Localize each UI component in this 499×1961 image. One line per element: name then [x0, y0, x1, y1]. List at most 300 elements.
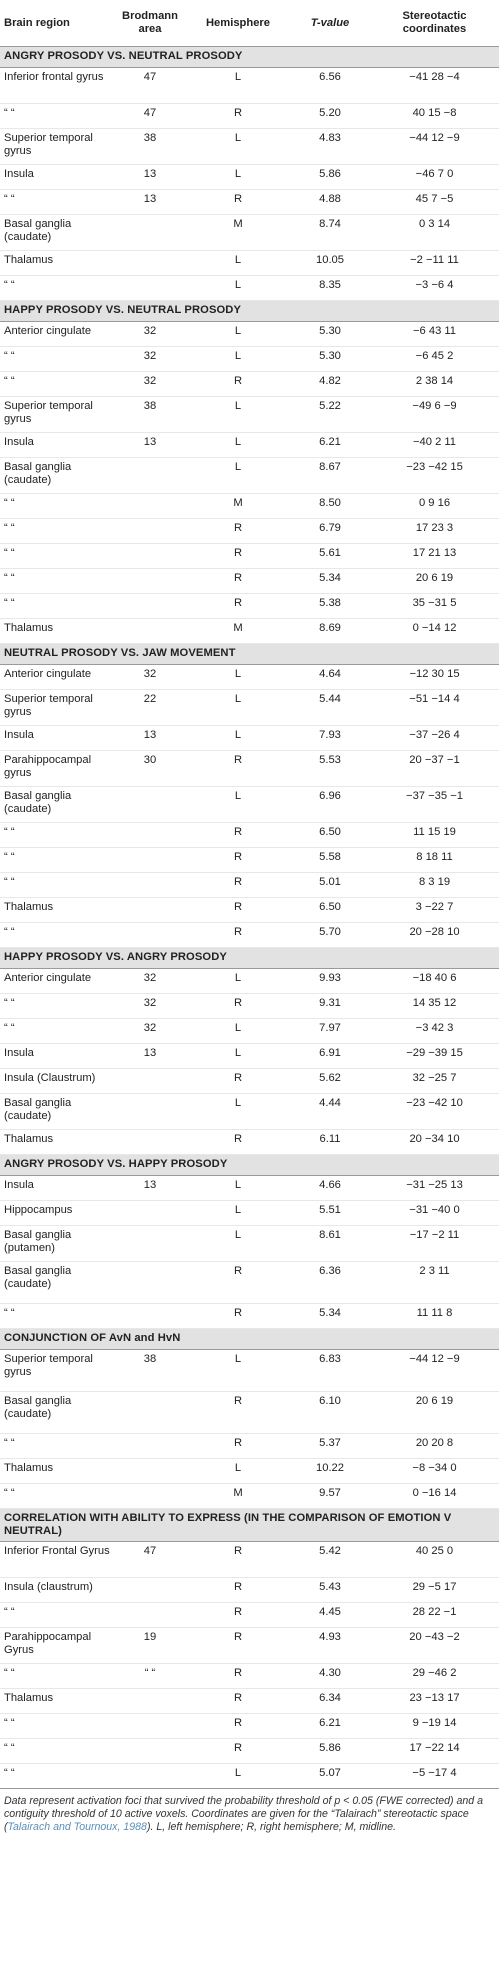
cell-t-value: 6.10: [290, 1392, 370, 1434]
cell-hemisphere: R: [186, 372, 290, 397]
cell-brain-region: “ “: [0, 372, 114, 397]
cell-brodmann-area: [114, 1304, 186, 1329]
cell-brain-region: “ “: [0, 544, 114, 569]
cell-hemisphere: R: [186, 1689, 290, 1714]
cell-brodmann-area: [114, 1739, 186, 1764]
cell-brain-region: “ “: [0, 347, 114, 372]
cell-hemisphere: R: [186, 1603, 290, 1628]
cell-brain-region: “ “: [0, 494, 114, 519]
cell-hemisphere: R: [186, 994, 290, 1019]
cell-brain-region: Hippocampus: [0, 1201, 114, 1226]
cell-hemisphere: M: [186, 494, 290, 519]
cell-t-value: 4.45: [290, 1603, 370, 1628]
cell-brodmann-area: [114, 458, 186, 494]
cell-hemisphere: R: [186, 1434, 290, 1459]
cell-brain-region: Thalamus: [0, 251, 114, 276]
cell-brodmann-area: [114, 215, 186, 251]
cell-hemisphere: R: [186, 823, 290, 848]
cell-coordinates: −2 −11 11: [370, 251, 499, 276]
cell-t-value: 8.35: [290, 276, 370, 301]
cell-coordinates: −3 −6 4: [370, 276, 499, 301]
cell-hemisphere: L: [186, 1350, 290, 1392]
cell-hemisphere: R: [186, 923, 290, 948]
cell-coordinates: −40 2 11: [370, 433, 499, 458]
cell-hemisphere: R: [186, 1714, 290, 1739]
table-row: [0, 690, 499, 726]
cell-t-value: 6.56: [290, 68, 370, 104]
cell-t-value: 5.86: [290, 1739, 370, 1764]
cell-t-value: 5.51: [290, 1201, 370, 1226]
cell-brain-region: Thalamus: [0, 1689, 114, 1714]
table-row: [0, 276, 499, 301]
cell-brodmann-area: [114, 1578, 186, 1603]
table-row: [0, 1484, 499, 1509]
cell-brain-region: Insula (Claustrum): [0, 1069, 114, 1094]
cell-t-value: 8.50: [290, 494, 370, 519]
cell-brodmann-area: [114, 251, 186, 276]
cell-coordinates: −37 −35 −1: [370, 787, 499, 823]
table-row: [0, 1094, 499, 1130]
table-row: [0, 215, 499, 251]
table-row: [0, 1130, 499, 1155]
cell-brain-region: “ “: [0, 104, 114, 129]
cell-t-value: 6.21: [290, 1714, 370, 1739]
cell-hemisphere: L: [186, 690, 290, 726]
table-row: [0, 1226, 499, 1262]
table-row: [0, 1176, 499, 1201]
cell-brain-region: Anterior cingulate: [0, 969, 114, 994]
cell-brodmann-area: [114, 1392, 186, 1434]
cell-brain-region: “ “: [0, 594, 114, 619]
cell-coordinates: 14 35 12: [370, 994, 499, 1019]
cell-t-value: 5.58: [290, 848, 370, 873]
cell-brain-region: Insula: [0, 726, 114, 751]
cell-brain-region: Thalamus: [0, 898, 114, 923]
header-hemisphere: Hemisphere: [186, 0, 290, 47]
cell-t-value: 9.31: [290, 994, 370, 1019]
cell-brain-region: “ “: [0, 1664, 114, 1689]
table-row: [0, 787, 499, 823]
cell-hemisphere: R: [186, 1542, 290, 1578]
cell-brain-region: Inferior frontal gyrus: [0, 68, 114, 104]
cell-hemisphere: R: [186, 1130, 290, 1155]
cell-brodmann-area: [114, 569, 186, 594]
table-row: [0, 1044, 499, 1069]
cell-hemisphere: R: [186, 519, 290, 544]
cell-brain-region: “ “: [0, 1714, 114, 1739]
cell-t-value: 4.83: [290, 129, 370, 165]
cell-t-value: 4.44: [290, 1094, 370, 1130]
cell-coordinates: 29 −46 2: [370, 1664, 499, 1689]
table-row: [0, 458, 499, 494]
cell-brain-region: Insula: [0, 1044, 114, 1069]
cell-brodmann-area: [114, 1201, 186, 1226]
cell-t-value: 5.70: [290, 923, 370, 948]
section-title: NEUTRAL PROSODY VS. JAW MOVEMENT: [0, 644, 499, 665]
table-row: [0, 1739, 499, 1764]
cell-t-value: 7.93: [290, 726, 370, 751]
cell-brodmann-area: [114, 1689, 186, 1714]
cell-coordinates: −44 12 −9: [370, 1350, 499, 1392]
cell-coordinates: 20 −28 10: [370, 923, 499, 948]
cell-brain-region: “ “: [0, 519, 114, 544]
cell-brain-region: Basal ganglia (putamen): [0, 1226, 114, 1262]
cell-brodmann-area: [114, 898, 186, 923]
cell-coordinates: −37 −26 4: [370, 726, 499, 751]
cell-t-value: 9.57: [290, 1484, 370, 1509]
cell-t-value: 6.11: [290, 1130, 370, 1155]
cell-t-value: 6.91: [290, 1044, 370, 1069]
cell-brain-region: “ “: [0, 1603, 114, 1628]
cell-t-value: 7.97: [290, 1019, 370, 1044]
cell-t-value: 5.42: [290, 1542, 370, 1578]
cell-coordinates: −8 −34 0: [370, 1459, 499, 1484]
cell-t-value: 5.20: [290, 104, 370, 129]
footnote-text-end: ). L, left hemisphere; R, right hemisphere; M, midline.: [146, 1821, 396, 1833]
cell-t-value: 5.37: [290, 1434, 370, 1459]
cell-hemisphere: L: [186, 1201, 290, 1226]
table-row: [0, 665, 499, 690]
cell-coordinates: 20 20 8: [370, 1434, 499, 1459]
cell-brodmann-area: [114, 873, 186, 898]
table-body: [0, 47, 499, 1789]
cell-brain-region: Insula: [0, 1176, 114, 1201]
cell-t-value: 5.61: [290, 544, 370, 569]
table-row: [0, 1578, 499, 1603]
cell-coordinates: −3 42 3: [370, 1019, 499, 1044]
cell-coordinates: −18 40 6: [370, 969, 499, 994]
cell-brodmann-area: [114, 1459, 186, 1484]
table-row: [0, 1542, 499, 1578]
cell-coordinates: −17 −2 11: [370, 1226, 499, 1262]
cell-t-value: 6.50: [290, 898, 370, 923]
cell-coordinates: −31 −25 13: [370, 1176, 499, 1201]
table-row: [0, 433, 499, 458]
cell-t-value: 5.34: [290, 569, 370, 594]
cell-brain-region: Superior temporal gyrus: [0, 1350, 114, 1392]
table-row: [0, 494, 499, 519]
cell-brain-region: Anterior cingulate: [0, 665, 114, 690]
footnote-citation-link[interactable]: Talairach and Tournoux, 1988: [7, 1821, 147, 1833]
cell-hemisphere: R: [186, 898, 290, 923]
cell-brain-region: Thalamus: [0, 619, 114, 644]
section-header-row: [0, 644, 499, 665]
cell-coordinates: 29 −5 17: [370, 1578, 499, 1603]
cell-t-value: 6.34: [290, 1689, 370, 1714]
cell-t-value: 6.50: [290, 823, 370, 848]
cell-t-value: 6.36: [290, 1262, 370, 1304]
cell-hemisphere: R: [186, 190, 290, 215]
header-stereotactic-coordinates: Stereotactic coordinates: [370, 0, 499, 47]
cell-coordinates: 28 22 −1: [370, 1603, 499, 1628]
cell-hemisphere: R: [186, 873, 290, 898]
cell-brain-region: Basal ganglia (caudate): [0, 215, 114, 251]
table-row: [0, 969, 499, 994]
table-row: [0, 923, 499, 948]
cell-brodmann-area: [114, 276, 186, 301]
cell-brain-region: “ “: [0, 190, 114, 215]
table-row: [0, 569, 499, 594]
cell-hemisphere: R: [186, 1262, 290, 1304]
cell-coordinates: −51 −14 4: [370, 690, 499, 726]
cell-coordinates: −29 −39 15: [370, 1044, 499, 1069]
table-row: [0, 68, 499, 104]
cell-brodmann-area: [114, 1764, 186, 1789]
cell-brodmann-area: 32: [114, 969, 186, 994]
cell-brain-region: Anterior cingulate: [0, 322, 114, 347]
cell-t-value: 5.53: [290, 751, 370, 787]
cell-hemisphere: R: [186, 848, 290, 873]
cell-brodmann-area: [114, 848, 186, 873]
table-row: [0, 322, 499, 347]
cell-hemisphere: R: [186, 1392, 290, 1434]
cell-coordinates: −6 45 2: [370, 347, 499, 372]
cell-brodmann-area: 13: [114, 1044, 186, 1069]
cell-t-value: 5.30: [290, 347, 370, 372]
cell-brain-region: Parahippocampal gyrus: [0, 751, 114, 787]
cell-t-value: 5.07: [290, 1764, 370, 1789]
cell-coordinates: 0 3 14: [370, 215, 499, 251]
cell-hemisphere: M: [186, 619, 290, 644]
cell-brain-region: “ “: [0, 1019, 114, 1044]
cell-t-value: 6.96: [290, 787, 370, 823]
cell-coordinates: 32 −25 7: [370, 1069, 499, 1094]
cell-t-value: 8.61: [290, 1226, 370, 1262]
cell-hemisphere: L: [186, 969, 290, 994]
cell-t-value: 5.44: [290, 690, 370, 726]
cell-t-value: 9.93: [290, 969, 370, 994]
cell-brodmann-area: 47: [114, 68, 186, 104]
cell-coordinates: −44 12 −9: [370, 129, 499, 165]
table-row: [0, 898, 499, 923]
cell-hemisphere: L: [186, 129, 290, 165]
cell-hemisphere: L: [186, 1044, 290, 1069]
table-header: [0, 0, 499, 47]
cell-coordinates: 0 −16 14: [370, 1484, 499, 1509]
cell-coordinates: 35 −31 5: [370, 594, 499, 619]
table-row: [0, 544, 499, 569]
cell-brain-region: “ “: [0, 1304, 114, 1329]
cell-brodmann-area: 30: [114, 751, 186, 787]
table-row: [0, 726, 499, 751]
table-row: [0, 619, 499, 644]
cell-brodmann-area: 38: [114, 1350, 186, 1392]
section-header-row: [0, 1155, 499, 1176]
cell-hemisphere: L: [186, 1764, 290, 1789]
cell-brain-region: “ “: [0, 848, 114, 873]
cell-brain-region: Superior temporal gyrus: [0, 690, 114, 726]
header-brain-region: Brain region: [0, 0, 114, 47]
section-header-row: [0, 1329, 499, 1350]
table-row: [0, 104, 499, 129]
cell-coordinates: −5 −17 4: [370, 1764, 499, 1789]
cell-hemisphere: L: [186, 276, 290, 301]
cell-brain-region: Thalamus: [0, 1130, 114, 1155]
cell-t-value: 5.38: [290, 594, 370, 619]
cell-brodmann-area: 47: [114, 104, 186, 129]
cell-t-value: 5.01: [290, 873, 370, 898]
cell-hemisphere: R: [186, 751, 290, 787]
table-row: [0, 873, 499, 898]
cell-brain-region: “ “: [0, 873, 114, 898]
cell-hemisphere: R: [186, 544, 290, 569]
cell-coordinates: 45 7 −5: [370, 190, 499, 215]
cell-hemisphere: L: [186, 68, 290, 104]
cell-hemisphere: L: [186, 347, 290, 372]
cell-coordinates: −46 7 0: [370, 165, 499, 190]
cell-brodmann-area: 32: [114, 665, 186, 690]
header-t-value: T-value: [290, 0, 370, 47]
cell-hemisphere: L: [186, 1176, 290, 1201]
table-row: [0, 1201, 499, 1226]
cell-hemisphere: M: [186, 1484, 290, 1509]
cell-brodmann-area: 13: [114, 726, 186, 751]
cell-brodmann-area: [114, 619, 186, 644]
cell-brodmann-area: [114, 594, 186, 619]
cell-brain-region: Superior temporal gyrus: [0, 397, 114, 433]
cell-coordinates: −6 43 11: [370, 322, 499, 347]
cell-hemisphere: R: [186, 1578, 290, 1603]
section-title: ANGRY PROSODY VS. HAPPY PROSODY: [0, 1155, 499, 1176]
cell-brodmann-area: [114, 1094, 186, 1130]
footnote-text: Data represent activation foci that survived the probability threshold of p < 0.05 (FWE corrected) and a contiguity threshold of 10 active voxels. Coordinates are given for the “Talairach” stereotactic space (: [4, 1795, 484, 1833]
table-row: [0, 994, 499, 1019]
cell-hemisphere: L: [186, 665, 290, 690]
cell-brain-region: Inferior Frontal Gyrus: [0, 1542, 114, 1578]
cell-hemisphere: R: [186, 594, 290, 619]
section-header-row: [0, 301, 499, 322]
table-row: [0, 823, 499, 848]
cell-coordinates: 0 9 16: [370, 494, 499, 519]
cell-brain-region: “ “: [0, 994, 114, 1019]
section-title: ANGRY PROSODY VS. NEUTRAL PROSODY: [0, 47, 499, 68]
cell-brain-region: “ “: [0, 923, 114, 948]
table-row: [0, 1350, 499, 1392]
cell-coordinates: 0 −14 12: [370, 619, 499, 644]
cell-t-value: 5.34: [290, 1304, 370, 1329]
table-row: [0, 1664, 499, 1689]
section-title: HAPPY PROSODY VS. ANGRY PROSODY: [0, 948, 499, 969]
cell-brain-region: Basal ganglia (caudate): [0, 1392, 114, 1434]
cell-brodmann-area: “ “: [114, 1664, 186, 1689]
cell-brodmann-area: 19: [114, 1628, 186, 1664]
cell-hemisphere: L: [186, 787, 290, 823]
section-title: CORRELATION WITH ABILITY TO EXPRESS (IN THE COMPARISON OF EMOTION V NEUTRAL): [0, 1509, 499, 1542]
cell-coordinates: 8 18 11: [370, 848, 499, 873]
table-row: [0, 1689, 499, 1714]
cell-hemisphere: M: [186, 215, 290, 251]
cell-hemisphere: L: [186, 1019, 290, 1044]
table-row: [0, 1262, 499, 1304]
cell-brain-region: Insula (claustrum): [0, 1578, 114, 1603]
cell-t-value: 8.69: [290, 619, 370, 644]
cell-brain-region: “ “: [0, 823, 114, 848]
cell-brain-region: “ “: [0, 1764, 114, 1789]
cell-hemisphere: R: [186, 1069, 290, 1094]
cell-t-value: 4.64: [290, 665, 370, 690]
cell-brain-region: “ “: [0, 569, 114, 594]
cell-coordinates: 20 −34 10: [370, 1130, 499, 1155]
cell-brodmann-area: 22: [114, 690, 186, 726]
cell-brodmann-area: 32: [114, 347, 186, 372]
cell-brodmann-area: 32: [114, 1019, 186, 1044]
table-row: [0, 848, 499, 873]
cell-brodmann-area: 38: [114, 129, 186, 165]
cell-hemisphere: L: [186, 433, 290, 458]
section-header-row: [0, 47, 499, 68]
cell-coordinates: 17 −22 14: [370, 1739, 499, 1764]
cell-hemisphere: L: [186, 726, 290, 751]
cell-brain-region: “ “: [0, 1484, 114, 1509]
table-row: [0, 190, 499, 215]
cell-t-value: 5.22: [290, 397, 370, 433]
cell-brain-region: Basal ganglia (caudate): [0, 787, 114, 823]
cell-brain-region: Basal ganglia (caudate): [0, 1262, 114, 1304]
cell-t-value: 10.05: [290, 251, 370, 276]
cell-t-value: 4.30: [290, 1664, 370, 1689]
cell-brain-region: Basal ganglia (caudate): [0, 458, 114, 494]
cell-hemisphere: L: [186, 165, 290, 190]
cell-hemisphere: L: [186, 1459, 290, 1484]
table-row: [0, 1019, 499, 1044]
cell-t-value: 5.30: [290, 322, 370, 347]
cell-brodmann-area: [114, 1484, 186, 1509]
cell-brodmann-area: [114, 1069, 186, 1094]
cell-coordinates: 40 15 −8: [370, 104, 499, 129]
cell-brodmann-area: [114, 787, 186, 823]
cell-hemisphere: R: [186, 569, 290, 594]
table-footnote: [0, 1789, 499, 1834]
table-row: [0, 1434, 499, 1459]
cell-brodmann-area: [114, 1603, 186, 1628]
cell-t-value: 8.67: [290, 458, 370, 494]
header-brodmann-area: Brodmann area: [114, 0, 186, 47]
cell-coordinates: 40 25 0: [370, 1542, 499, 1578]
cell-coordinates: −23 −42 10: [370, 1094, 499, 1130]
cell-hemisphere: L: [186, 1094, 290, 1130]
cell-hemisphere: R: [186, 1739, 290, 1764]
cell-brodmann-area: [114, 519, 186, 544]
cell-brodmann-area: [114, 1130, 186, 1155]
cell-brodmann-area: 32: [114, 372, 186, 397]
section-title: CONJUNCTION OF AvN and HvN: [0, 1329, 499, 1350]
cell-brodmann-area: 38: [114, 397, 186, 433]
table-row: [0, 347, 499, 372]
cell-brain-region: Superior temporal gyrus: [0, 129, 114, 165]
cell-brain-region: “ “: [0, 1739, 114, 1764]
cell-coordinates: 20 −37 −1: [370, 751, 499, 787]
cell-coordinates: 17 21 13: [370, 544, 499, 569]
cell-coordinates: −12 30 15: [370, 665, 499, 690]
section-header-row: [0, 1509, 499, 1542]
cell-brain-region: Parahippocampal Gyrus: [0, 1628, 114, 1664]
cell-brain-region: Insula: [0, 433, 114, 458]
table-row: [0, 1459, 499, 1484]
cell-coordinates: 20 −43 −2: [370, 1628, 499, 1664]
cell-coordinates: 11 15 19: [370, 823, 499, 848]
cell-hemisphere: R: [186, 1664, 290, 1689]
table-row: [0, 165, 499, 190]
cell-hemisphere: L: [186, 1226, 290, 1262]
table-row: [0, 1069, 499, 1094]
table-row: [0, 751, 499, 787]
cell-hemisphere: R: [186, 104, 290, 129]
cell-brain-region: “ “: [0, 1434, 114, 1459]
table-row: [0, 372, 499, 397]
cell-coordinates: 2 38 14: [370, 372, 499, 397]
cell-brodmann-area: [114, 823, 186, 848]
cell-t-value: 5.43: [290, 1578, 370, 1603]
